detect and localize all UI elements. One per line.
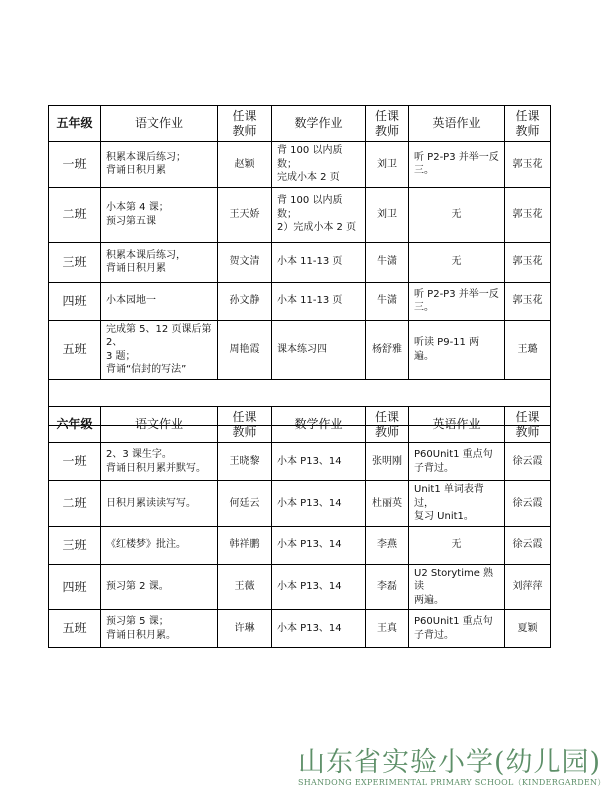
chinese-homework: 2、3 课生字。 背诵日积月累并默写。 bbox=[101, 443, 218, 481]
math-teacher: 刘卫 bbox=[366, 187, 409, 242]
grade6-homework-table bbox=[48, 406, 551, 648]
table-row bbox=[49, 320, 551, 379]
table-row bbox=[49, 282, 551, 320]
english-teacher: 徐云霞 bbox=[505, 481, 551, 527]
math-teacher: 杨舒雅 bbox=[366, 320, 409, 379]
math-homework: 小本 11-13 页 bbox=[272, 282, 366, 320]
class-label: 二班 bbox=[49, 187, 101, 242]
chinese-homework: 积累本课后练习， 背诵日积月累 bbox=[101, 242, 218, 282]
english-homework: 无 bbox=[409, 187, 505, 242]
math-teacher: 李磊 bbox=[366, 564, 409, 610]
chinese-teacher: 王薇 bbox=[218, 564, 272, 610]
english-teacher: 徐云霞 bbox=[505, 443, 551, 481]
chinese-homework: 预习第 2 课。 bbox=[101, 564, 218, 610]
class-label: 三班 bbox=[49, 242, 101, 282]
chinese-teacher: 韩祥鹏 bbox=[218, 526, 272, 564]
english-homework: P60Unit1 重点句 子背过。 bbox=[409, 610, 505, 648]
header-teacher: 任课 教师 bbox=[366, 106, 409, 142]
header-chinese: 语文作业 bbox=[101, 407, 218, 443]
header-english: 英语作业 bbox=[409, 106, 505, 142]
class-label: 二班 bbox=[49, 481, 101, 527]
english-teacher: 王璐 bbox=[505, 320, 551, 379]
math-homework: 小本 P13、14 bbox=[272, 443, 366, 481]
header-teacher: 任课 教师 bbox=[366, 407, 409, 443]
table-row bbox=[49, 481, 551, 527]
chinese-homework: 小本园地一 bbox=[101, 282, 218, 320]
english-teacher: 郭玉花 bbox=[505, 142, 551, 188]
table-row bbox=[49, 610, 551, 648]
class-label: 五班 bbox=[49, 610, 101, 648]
english-teacher: 徐云霞 bbox=[505, 526, 551, 564]
table-row bbox=[49, 242, 551, 282]
class-label: 四班 bbox=[49, 282, 101, 320]
english-teacher: 夏颖 bbox=[505, 610, 551, 648]
chinese-teacher: 王天娇 bbox=[218, 187, 272, 242]
english-teacher: 郭玉花 bbox=[505, 242, 551, 282]
header-teacher: 任课 教师 bbox=[218, 106, 272, 142]
header-chinese: 语文作业 bbox=[101, 106, 218, 142]
class-label: 四班 bbox=[49, 564, 101, 610]
header-math: 数学作业 bbox=[272, 106, 366, 142]
grade-label: 六年级 bbox=[49, 407, 101, 443]
math-teacher: 张明刚 bbox=[366, 443, 409, 481]
class-label: 三班 bbox=[49, 526, 101, 564]
math-homework: 课本练习四 bbox=[272, 320, 366, 379]
english-homework: Unit1 单词表背过， 复习 Unit1。 bbox=[409, 481, 505, 527]
header-teacher: 任课 教师 bbox=[505, 106, 551, 142]
table-row bbox=[49, 187, 551, 242]
chinese-teacher: 王晓黎 bbox=[218, 443, 272, 481]
english-teacher: 刘萍萍 bbox=[505, 564, 551, 610]
chinese-homework: 积累本课后练习； 背诵日积月累 bbox=[101, 142, 218, 188]
grade5-homework-table bbox=[48, 105, 551, 426]
english-teacher: 郭玉花 bbox=[505, 187, 551, 242]
chinese-teacher: 何廷云 bbox=[218, 481, 272, 527]
header-english: 英语作业 bbox=[409, 407, 505, 443]
math-teacher: 李燕 bbox=[366, 526, 409, 564]
chinese-homework: 预习第 5 课； 背诵日积月累。 bbox=[101, 610, 218, 648]
table-row bbox=[49, 443, 551, 481]
english-homework: U2 Storytime 熟读 两遍。 bbox=[409, 564, 505, 610]
chinese-teacher: 孙文静 bbox=[218, 282, 272, 320]
school-logo bbox=[298, 747, 606, 788]
chinese-teacher: 贺文清 bbox=[218, 242, 272, 282]
table-header-row bbox=[49, 106, 551, 142]
math-teacher: 牛潇 bbox=[366, 242, 409, 282]
class-label: 五班 bbox=[49, 320, 101, 379]
class-label: 一班 bbox=[49, 443, 101, 481]
chinese-teacher: 许琳 bbox=[218, 610, 272, 648]
chinese-teacher: 周艳霞 bbox=[218, 320, 272, 379]
header-teacher: 任课 教师 bbox=[218, 407, 272, 443]
english-teacher: 郭玉花 bbox=[505, 282, 551, 320]
math-homework: 小本 P13、14 bbox=[272, 564, 366, 610]
header-math: 数学作业 bbox=[272, 407, 366, 443]
table-row bbox=[49, 142, 551, 188]
english-homework: 听 P2-P3 并举一反 三。 bbox=[409, 142, 505, 188]
chinese-homework: 完成第 5、12 页课后第 2、 3 题； 背诵“信封的写法” bbox=[101, 320, 218, 379]
math-homework: 背 100 以内质数； 2）完成小本 2 页 bbox=[272, 187, 366, 242]
chinese-homework: 日积月累读读写写。 bbox=[101, 481, 218, 527]
english-homework: 听读 P9-11 两遍。 bbox=[409, 320, 505, 379]
math-teacher: 王真 bbox=[366, 610, 409, 648]
math-teacher: 牛潇 bbox=[366, 282, 409, 320]
chinese-teacher: 赵颖 bbox=[218, 142, 272, 188]
school-name-english: SHANDONG EXPERIMENTAL PRIMARY SCHOOL（KINDERGARDEN） bbox=[298, 778, 606, 787]
math-teacher: 杜丽英 bbox=[366, 481, 409, 527]
chinese-homework: 小本第 4 课； 预习第五课 bbox=[101, 187, 218, 242]
school-name-chinese: 山东省实验小学(幼儿园) bbox=[298, 747, 602, 778]
math-homework: 小本 P13、14 bbox=[272, 526, 366, 564]
english-homework: 无 bbox=[409, 242, 505, 282]
english-homework: P60Unit1 重点句 子背过。 bbox=[409, 443, 505, 481]
grade-label: 五年级 bbox=[49, 106, 101, 142]
chinese-homework: 《红楼梦》批注。 bbox=[101, 526, 218, 564]
english-homework: 听 P2-P3 并举一反 三。 bbox=[409, 282, 505, 320]
header-teacher: 任课 教师 bbox=[505, 407, 551, 443]
table-row bbox=[49, 526, 551, 564]
math-homework: 小本 P13、14 bbox=[272, 610, 366, 648]
table-row bbox=[49, 564, 551, 610]
math-homework: 小本 P13、14 bbox=[272, 481, 366, 527]
math-homework: 背 100 以内质数； 完成小本 2 页 bbox=[272, 142, 366, 188]
math-homework: 小本 11-13 页 bbox=[272, 242, 366, 282]
english-homework: 无 bbox=[409, 526, 505, 564]
math-teacher: 刘卫 bbox=[366, 142, 409, 188]
class-label: 一班 bbox=[49, 142, 101, 188]
table-header-row bbox=[49, 407, 551, 443]
